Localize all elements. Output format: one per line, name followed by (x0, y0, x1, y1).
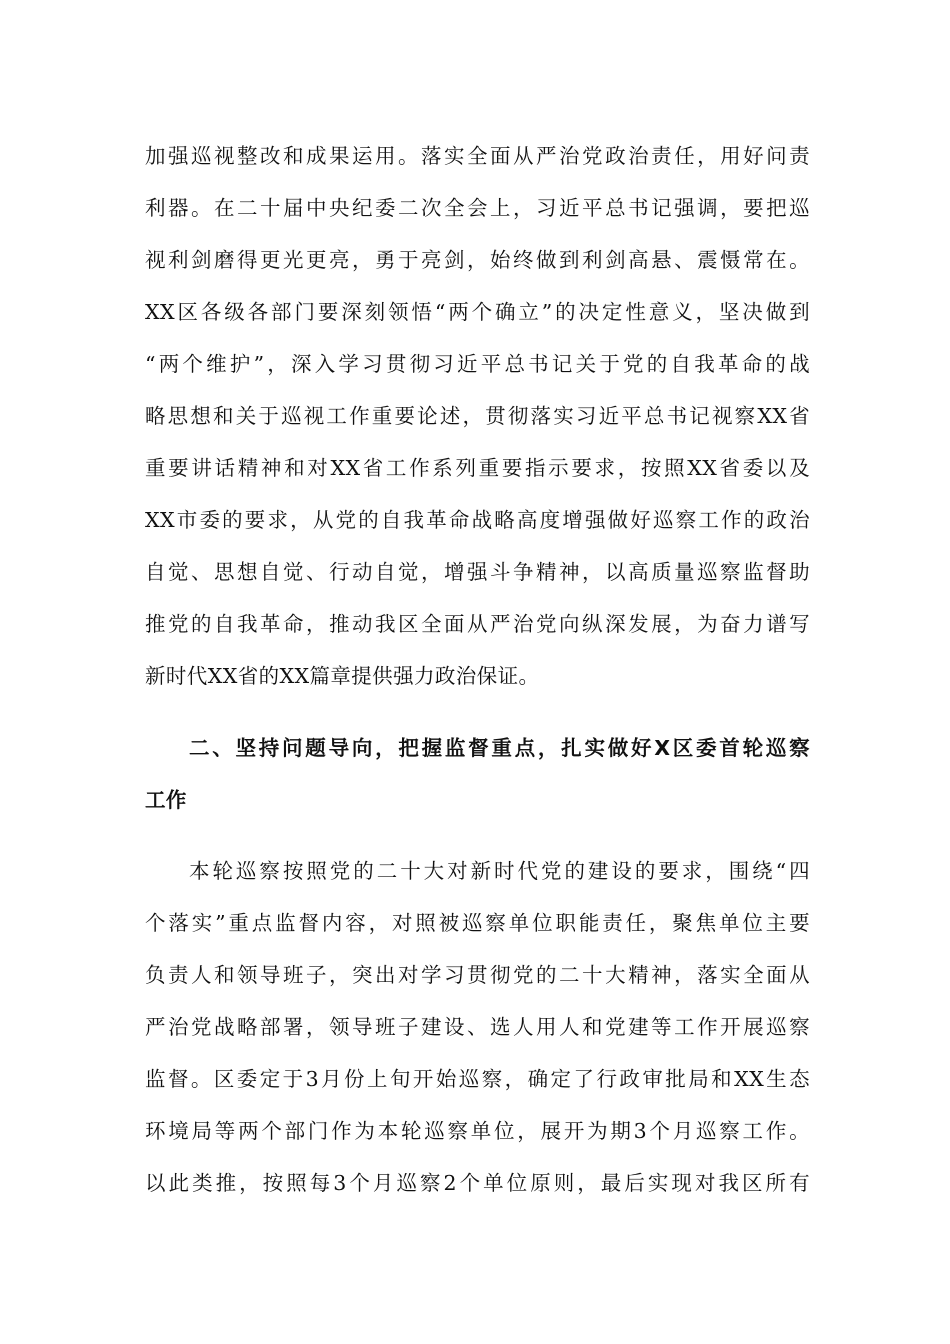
section-heading-2 (145, 722, 810, 826)
paragraph-1-line: XX市委的要求，从党的自我革命战略高度增强做好巡察工作的政治 (145, 508, 810, 532)
paragraph-1-line: 加强巡视整改和成果运用。落实全面从严治党政治责任，用好问责 (145, 144, 810, 168)
paragraph-3-line: 负责人和领导班子，突出对学习贯彻党的二十大精神，落实全面从 (145, 963, 810, 987)
paragraph-1-line: 自觉、思想自觉、行动自觉，增强斗争精神，以高质量巡察监督助 (145, 560, 810, 584)
section-heading-line: 二、坚持问题导向，把握监督重点，扎实做好X区委首轮巡察 (189, 736, 810, 760)
paragraph-3-line: 环境局等两个部门作为本轮巡察单位，展开为期3个月巡察工作。 (145, 1119, 810, 1143)
paragraph-1 (145, 130, 810, 702)
paragraph-1-line: 新时代XX省的XX篇章提供强力政治保证。 (145, 664, 540, 688)
paragraph-3-line: 以此类推，按照每3个月巡察2个单位原则，最后实现对我区所有 (145, 1171, 810, 1195)
paragraph-1-line: “两个维护”，深入学习贯彻习近平总书记关于党的自我革命的战 (145, 352, 810, 376)
paragraph-3-line: 监督。区委定于3月份上旬开始巡察，确定了行政审批局和XX生态 (145, 1067, 810, 1091)
paragraph-1-line: XX区各级各部门要深刻领悟“两个确立”的决定性意义，坚决做到 (145, 300, 810, 324)
paragraph-1-line: 略思想和关于巡视工作重要论述，贯彻落实习近平总书记视察XX省 (145, 404, 810, 428)
paragraph-3-line: 个落实”重点监督内容，对照被巡察单位职能责任，聚焦单位主要 (145, 911, 810, 935)
section-heading-line: 工作 (145, 788, 187, 812)
paragraph-3 (145, 845, 810, 1209)
paragraph-1-line: 推党的自我革命，推动我区全面从严治党向纵深发展，为奋力谱写 (145, 612, 810, 636)
paragraph-1-line: 利器。在二十届中央纪委二次全会上，习近平总书记强调，要把巡 (145, 196, 810, 220)
paragraph-1-line: 视利剑磨得更光更亮，勇于亮剑，始终做到利剑高悬、震慑常在。 (145, 248, 810, 272)
paragraph-1-line: 重要讲话精神和对XX省工作系列重要指示要求，按照XX省委以及 (145, 456, 810, 480)
paragraph-3-line: 严治党战略部署，领导班子建设、选人用人和党建等工作开展巡察 (145, 1015, 810, 1039)
paragraph-3-line: 本轮巡察按照党的二十大对新时代党的建设的要求，围绕“四 (189, 859, 810, 883)
